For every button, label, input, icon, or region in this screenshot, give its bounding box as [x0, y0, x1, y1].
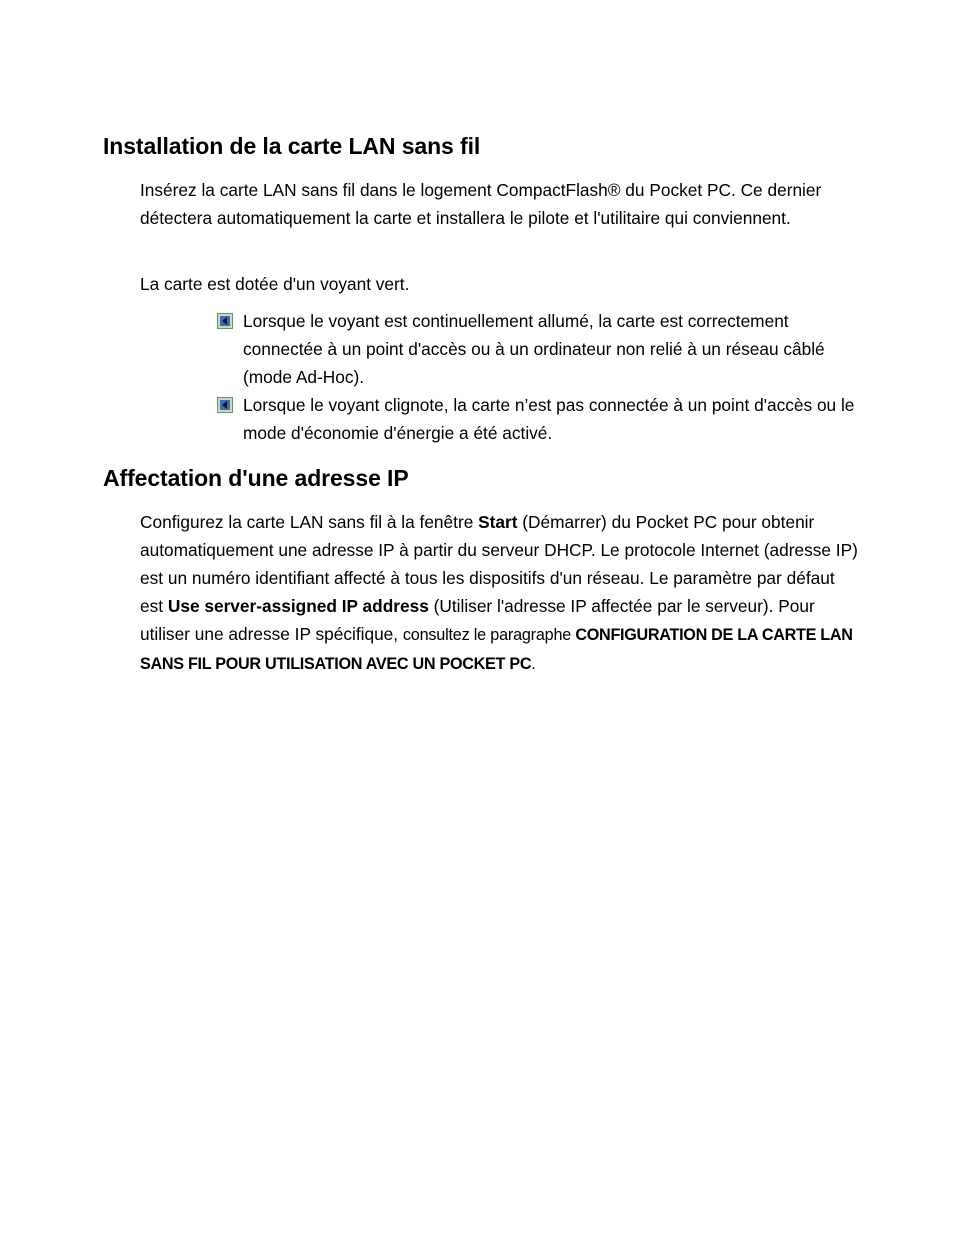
paragraph-green-led: La carte est dotée d'un voyant vert. [140, 274, 410, 294]
list-item [217, 391, 867, 447]
bullet-text: Lorsque le voyant clignote, la carte n’est pas connectée à un point d'accès ou le mode d'économie d'énergie a été activé. [243, 395, 855, 443]
text-run: consultez le paragraphe [402, 626, 576, 644]
text-run: (Démarrer) du Pocket PC pour obtenir automatiquement une adresse IP à partir du serveur DHCP. Le protocole Internet (adresse IP) est un numéro identifiant affecté à tous les dispositifs d'un réseau. Le paramètre par défaut est [140, 512, 858, 616]
bullet-text: Lorsque le voyant est continuellement allumé, la carte est correctement connectée à un point d'accès ou à un ordinateur non relié à un réseau câblé (mode Ad-Hoc). [243, 311, 825, 387]
led-status-list [217, 307, 867, 447]
text-run: Configurez la carte LAN sans fil à la fenêtre [140, 512, 479, 532]
paragraph-insert-card: Insérez la carte LAN sans fil dans le logement CompactFlash® du Pocket PC. Ce dernier détectera automatiquement la carte et installera le pilote et l'utilitaire qui conviennent. [140, 180, 822, 228]
bold-config-reference: CONFIGURATION DE LA CARTE LAN SANS FIL POUR UTILISATION AVEC UN POCKET PC [140, 626, 853, 673]
text-run: (Utiliser l'adresse IP affectée par le serveur). Pour utiliser une adresse IP spécifique, [140, 596, 815, 644]
paragraph-ip-config [140, 508, 860, 678]
text-run: . [531, 655, 536, 673]
section-heading-installation: Installation de la carte LAN sans fil [103, 133, 481, 159]
list-item [217, 307, 867, 391]
section-heading-ip-address: Affectation d'une adresse IP [103, 465, 409, 491]
bullet-square-icon [217, 313, 233, 329]
bullet-square-icon [217, 397, 233, 413]
bold-start: Start [478, 512, 518, 532]
bold-server-assigned-ip: Use server-assigned IP address [167, 596, 429, 616]
